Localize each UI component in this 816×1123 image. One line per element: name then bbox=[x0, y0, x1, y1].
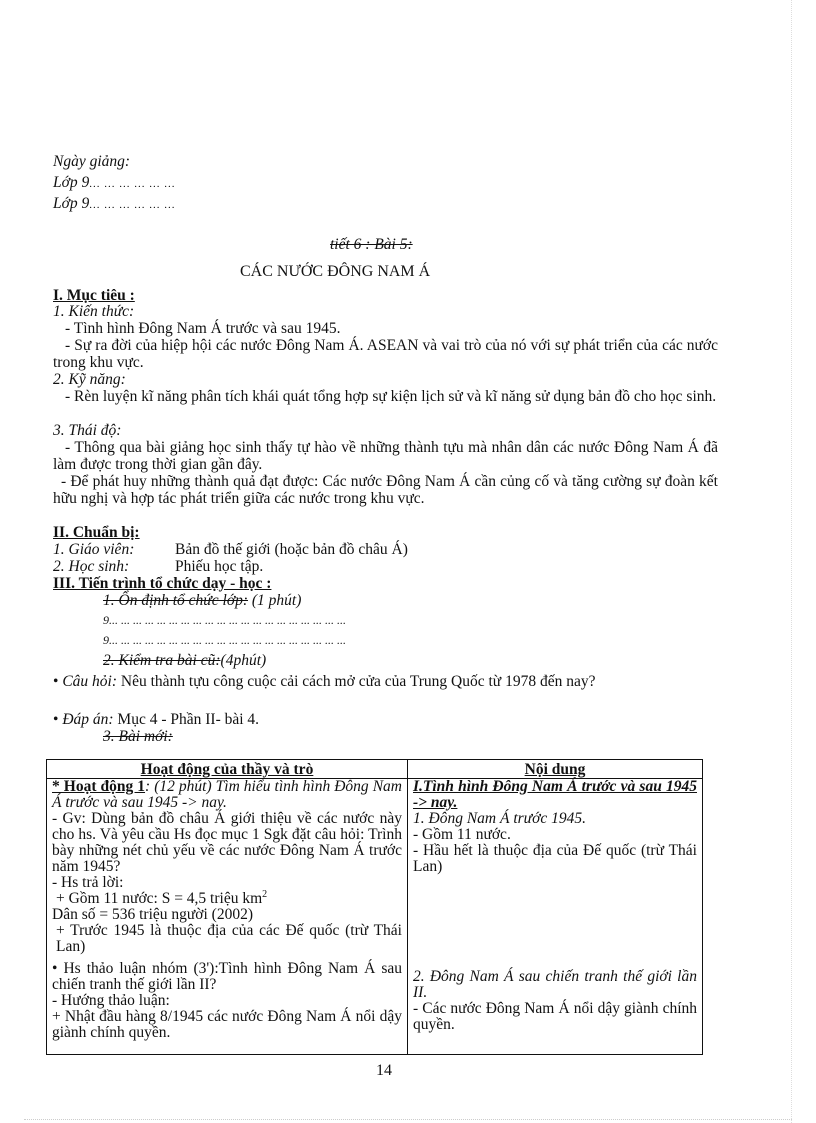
content-item: - Các nước Đông Nam Á nổi dậy giành chính quyền. bbox=[413, 1000, 697, 1033]
step-2-label: 2. Kiểm tra bài cũ: bbox=[103, 652, 221, 669]
class-label: Lớp 9 bbox=[53, 174, 90, 191]
question-label: Câu hỏi: bbox=[62, 673, 117, 690]
lesson-number: tiết 6 : Bài 5: bbox=[330, 236, 413, 253]
section-heading-objectives: I. Mục tiêu : bbox=[53, 287, 135, 304]
content-cell bbox=[408, 779, 703, 1055]
teacher-text: Bản đồ thế giới (hoặc bản đồ châu Á) bbox=[175, 541, 408, 558]
step-2 bbox=[103, 652, 266, 670]
step-1 bbox=[103, 592, 301, 610]
activity-intro bbox=[52, 779, 402, 811]
knowledge-item: - Sự ra đời của hiệp hội các nước Đông Nam Á. ASEAN và vai trò của nó với sự phát triển của các nước trong khu vực. bbox=[53, 337, 718, 371]
lesson-table bbox=[46, 759, 703, 1055]
bullet-icon: • bbox=[53, 711, 59, 728]
bullet-icon: • bbox=[52, 960, 58, 977]
activity-paragraph: - Hs trả lời: bbox=[52, 874, 124, 891]
activity-label: * Hoạt động 1 bbox=[52, 778, 146, 795]
teacher-prep bbox=[53, 541, 718, 558]
activity-paragraph: - Gv: Dùng bản đồ châu Á giới thiệu về các nước này cho hs. Và yêu cầu Hs đọc mục 1 Sgk đặt câu hỏi: Trình bày những nét chủ yếu về các nước Đông Nam Á trước năm 1945? bbox=[52, 810, 402, 875]
bullet-icon: • bbox=[53, 673, 59, 690]
student-prep bbox=[53, 558, 718, 575]
class-dots: ... ... ... ... ... ... bbox=[89, 199, 176, 211]
activity-intro-text: : (12 phút) Tìm hiểu tình hình Đông Nam Á trước và sau 1945 -> nay. bbox=[52, 778, 402, 811]
attitude-label: 3. Thái độ: bbox=[53, 422, 122, 439]
answer-text: Mục 4 - Phần II- bài 4. bbox=[117, 711, 260, 728]
col-header-content: Nội dung bbox=[408, 760, 703, 779]
step-1-time: (1 phút) bbox=[251, 592, 302, 609]
col-header-activities: Hoạt động của thầy và trò bbox=[47, 760, 408, 779]
class-dots: ... ... ... ... ... ... bbox=[89, 178, 176, 190]
attendance-dots: 9... ... ... ... ... ... ... ... ... ... ... ... ... ... ... ... ... ... ... ... bbox=[103, 633, 346, 647]
question-text: Nêu thành tựu công cuộc cải cách mở cửa của Trung Quốc từ 1978 đến nay? bbox=[120, 673, 596, 690]
activity-paragraph: - Hướng thảo luận: bbox=[52, 992, 170, 1009]
superscript: 2 bbox=[262, 888, 268, 900]
attitude-item: - Để phát huy những thành quả đạt được: Các nước Đông Nam Á cần củng cố và tăng cường sự đoàn kết hữu nghị và hợp tác phát triển giữa các nước trong khu vực. bbox=[53, 473, 718, 507]
knowledge-item: - Tình hình Đông Nam Á trước và sau 1945. bbox=[65, 320, 341, 337]
activity-paragraph: + Nhật đầu hàng 8/1945 các nước Đông Nam Á nổi dậy giành chính quyền. bbox=[52, 1008, 402, 1041]
student-text: Phiếu học tập. bbox=[175, 558, 264, 575]
attendance-dots: 9... ... ... ... ... ... ... ... ... ... ... ... ... ... ... ... ... ... ... ... bbox=[103, 613, 346, 627]
content-subheading: 1. Đông Nam Á trước 1945. bbox=[413, 810, 587, 827]
question bbox=[53, 673, 718, 690]
discussion-text: Hs thảo luận nhóm (3'):Tình hình Đông Nam Á sau chiến tranh thế giới lần II? bbox=[52, 960, 403, 993]
knowledge-label: 1. Kiến thức: bbox=[53, 303, 135, 320]
step-1-label: 1. Ổn định tổ chức lớp: bbox=[103, 592, 249, 609]
step-2-time: (4phút) bbox=[220, 652, 267, 669]
activities-cell bbox=[47, 779, 408, 1055]
skills-item: - Rèn luyện kĩ năng phân tích khái quát tổng hợp sự kiện lịch sử và kĩ năng sử dụng bản đồ cho học sinh. bbox=[65, 388, 717, 405]
page-number: 14 bbox=[376, 1062, 392, 1079]
teacher-label: 1. Giáo viên: bbox=[53, 541, 135, 558]
section-heading-process: III. Tiến trình tổ chức dạy - học : bbox=[53, 575, 272, 592]
class-line-1 bbox=[53, 174, 176, 192]
content-item: - Hầu hết là thuộc địa của Đế quốc (trừ Thái Lan) bbox=[413, 842, 697, 875]
page-title: CÁC NƯỚC ĐÔNG NAM Á bbox=[240, 263, 431, 280]
student-label: 2. Học sinh: bbox=[53, 558, 130, 575]
answer bbox=[53, 711, 718, 728]
content-item: - Gồm 11 nước. bbox=[413, 826, 511, 843]
page-border bbox=[24, 1119, 792, 1120]
activity-paragraph: Dân số = 536 triệu người (2002) bbox=[52, 906, 253, 923]
section-heading-preparation: II. Chuẩn bị: bbox=[53, 524, 140, 541]
class-line-2 bbox=[53, 195, 176, 213]
attitude-item: - Thông qua bài giảng học sinh thấy tự hào về những thành tựu mà nhân dân các nước Đông Nam Á đã làm được trong thời gian gần đây. bbox=[53, 439, 718, 473]
activity-paragraph: + Trước 1945 là thuộc địa của các Đế quốc (trừ Thái Lan) bbox=[56, 922, 402, 955]
skills-label: 2. Kỹ năng: bbox=[53, 371, 126, 388]
content-heading: I.Tình hình Đông Nam Á trước và sau 1945 -> nay. bbox=[413, 778, 697, 811]
page-border bbox=[791, 0, 792, 1123]
class-label: Lớp 9 bbox=[53, 195, 90, 212]
activity-discussion bbox=[52, 961, 402, 993]
answer-label: Đáp án: bbox=[62, 711, 114, 728]
area-text: + Gồm 11 nước: S = 4,5 triệu km bbox=[56, 890, 263, 907]
teaching-date-label: Ngày giảng: bbox=[53, 153, 131, 170]
activity-paragraph bbox=[52, 888, 402, 907]
step-3: 3. Bài mới: bbox=[103, 728, 173, 745]
content-subheading: 2. Đông Nam Á sau chiến tranh thế giới lần II. bbox=[413, 968, 697, 1001]
